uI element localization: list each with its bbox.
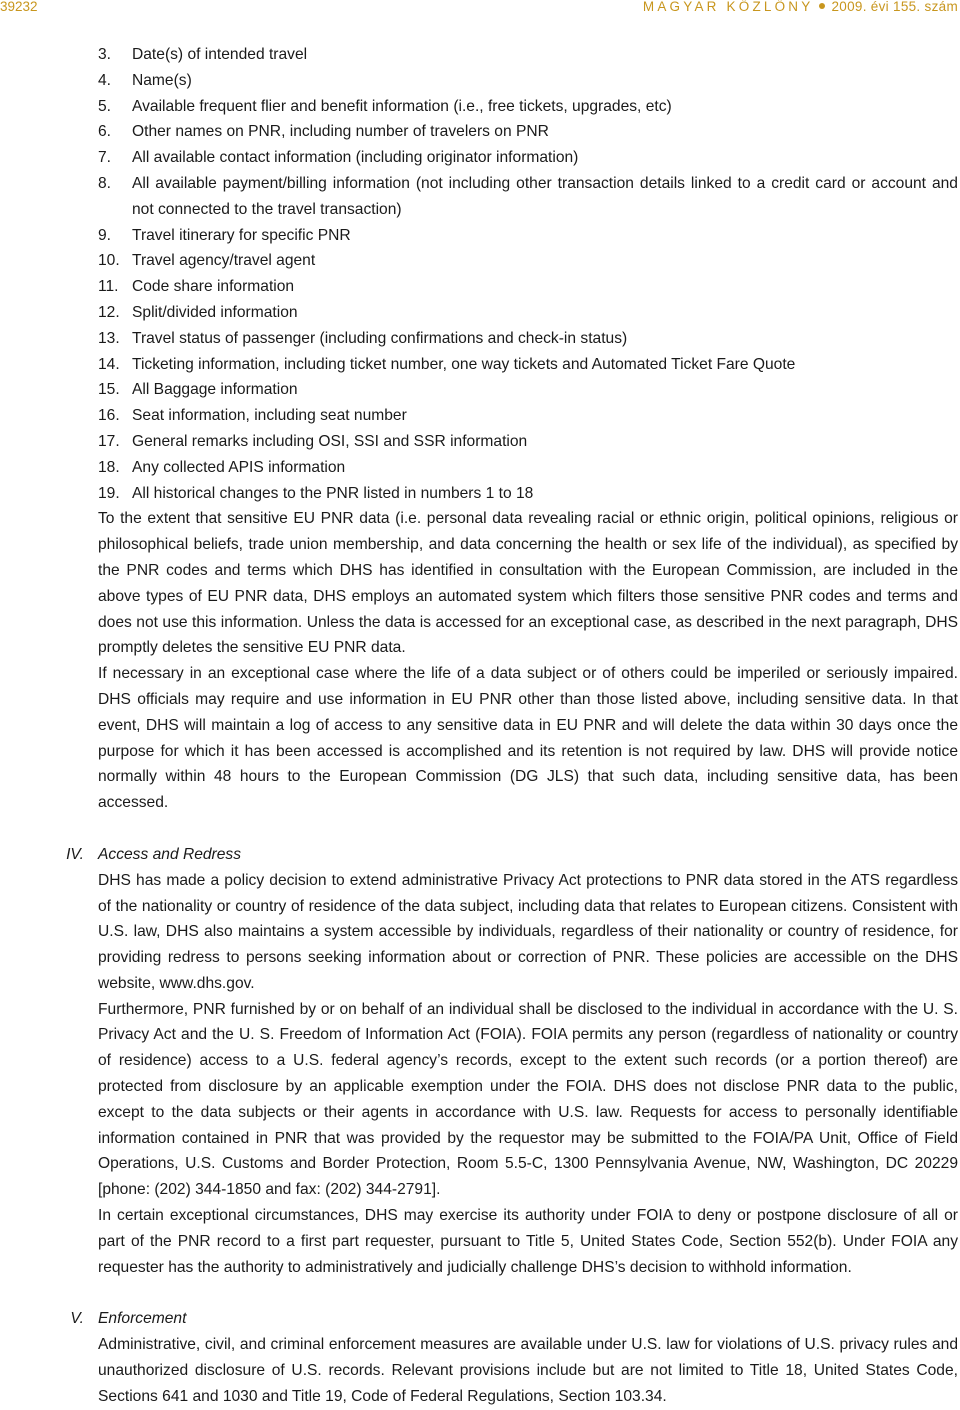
list-item bbox=[0, 68, 960, 94]
list-item-text: Date(s) of intended travel bbox=[132, 46, 308, 63]
list-item bbox=[0, 403, 960, 429]
list-item bbox=[0, 119, 960, 145]
list-item bbox=[0, 42, 960, 68]
list-item-text: All Baggage information bbox=[132, 381, 298, 399]
list-item-number: 11. bbox=[98, 278, 119, 296]
list-item-text: Any collected APIS information bbox=[132, 458, 346, 476]
list-item-text: All available payment/billing information (not including other transaction details linked to a credit card or account and not connected to the travel transaction) bbox=[132, 174, 958, 218]
list-item-text: Split/divided information bbox=[132, 303, 298, 321]
list-item-text: Travel status of passenger (including confirmations and check-in status) bbox=[132, 329, 628, 347]
list-item-number: 18. bbox=[98, 458, 120, 476]
section-paragraph: Administrative, civil, and criminal enforcement measures are available under U.S. law for violations of U.S. privacy rules and unauthorized disclosure of U.S. records. Relevant provisions include but are not limited to Title 18, United States Code, Sections 641 and 1030 and Title 19, Code of Federal Regulations, Section 103.34. bbox=[98, 1336, 958, 1405]
list-item-text: Code share information bbox=[132, 278, 295, 296]
list-item bbox=[0, 481, 960, 507]
running-head bbox=[643, 0, 958, 14]
list-item-number: 16. bbox=[98, 407, 120, 425]
section-number: V. bbox=[70, 1310, 84, 1328]
bullet-icon bbox=[819, 3, 825, 9]
list-item-text: Name(s) bbox=[132, 71, 192, 89]
list-item-number: 10. bbox=[98, 252, 120, 270]
issue-label: 2009. évi 155. szám bbox=[831, 0, 958, 14]
list-item-number: 8. bbox=[98, 174, 112, 192]
list-item-text: Ticketing information, including ticket number, one way tickets and Automated Ticket Fare Quote bbox=[132, 355, 796, 373]
list-item-number: 9. bbox=[98, 226, 112, 244]
list-item bbox=[0, 274, 960, 300]
list-item bbox=[0, 455, 960, 481]
exceptional-case-paragraph: If necessary in an exceptional case where the life of a data subject or of others could be imperiled or seriously impaired. DHS officials may require and use information in EU PNR other than those listed above, including sensitive data. In that event, DHS will maintain a log of access to any sensitive data in EU PNR and will delete the data within 30 days once the purpose for which it has been accessed is accomplished and its retention is not required by law. DHS will provide notice normally within 48 hours to the European Commission (DG JLS) that such data, including sensitive data, has been accessed. bbox=[98, 665, 958, 812]
list-item-number: 15. bbox=[98, 381, 120, 399]
section-paragraph: DHS has made a policy decision to extend administrative Privacy Act protections to PNR data stored in the ATS regardless of the nationality or country of residence of the data subject, including data that relates to European citizens. Consistent with U.S. law, DHS also maintains a system accessible by individuals, regardless of their nationality or country of residence, for providing redress to persons seeking information about or correction of PNR. These policies are accessible on the DHS website, www.dhs.gov. bbox=[98, 871, 958, 992]
page-header bbox=[0, 0, 960, 14]
section-paragraph: In certain exceptional circumstances, DHS may exercise its authority under FOIA to deny or postpone disclosure of all or part of the PNR record to a first part requester, pursuant to Title 5, United States Code, Section 552(b). Under FOIA any requester has the authority to administratively and judicially challenge DHS’s decision to withhold information. bbox=[98, 1207, 958, 1276]
list-item-number: 4. bbox=[98, 71, 112, 89]
list-item-number: 7. bbox=[98, 149, 112, 167]
journal-name: MAGYAR KÖZLÖNY bbox=[642, 0, 814, 14]
section-paragraph: Furthermore, PNR furnished by or on behalf of an individual shall be disclosed to the individual in accordance with the U. S. Privacy Act and the U. S. Freedom of Information Act (FOIA). FOIA permits any person (regardless of nationality or country of residence) access to a U.S. federal agency’s records, except to the extent such records (or a portion thereof) are protected from disclosure by an applicable exemption under the FOIA. DHS does not disclose PNR data to the public, except to the data subjects or their agents in accordance with U.S. law. Requests for access to personally identifiable information contained in PNR that was provided by the requestor may be submitted to the FOIA/PA Unit, Office of Field Operations, U.S. Customs and Border Protection, Room 5.5-C, 1300 Pennsylvania Avenue, NW, Washington, DC 20229 [phone: (202) 344-1850 and fax: (202) 344-2791]. bbox=[98, 1000, 958, 1199]
section-title: Access and Redress bbox=[98, 845, 242, 863]
list-item-number: 19. bbox=[98, 484, 120, 502]
list-item bbox=[0, 145, 960, 171]
list-item-number: 3. bbox=[98, 46, 112, 63]
page-number: 39232 bbox=[0, 0, 38, 14]
list-item-number: 14. bbox=[98, 355, 120, 373]
section-number: IV. bbox=[66, 845, 84, 863]
list-item-number: 13. bbox=[98, 329, 120, 347]
list-item-text: Travel agency/travel agent bbox=[132, 252, 316, 270]
list-item-number: 17. bbox=[98, 432, 120, 450]
list-item bbox=[0, 248, 960, 274]
list-item-text: Other names on PNR, including number of travelers on PNR bbox=[132, 123, 549, 141]
list-item-text: Seat information, including seat number bbox=[132, 407, 407, 425]
list-item-number: 12. bbox=[98, 303, 120, 321]
list-item-text: Travel itinerary for specific PNR bbox=[132, 226, 351, 244]
list-item bbox=[0, 171, 960, 223]
list-item bbox=[0, 352, 960, 378]
list-item bbox=[0, 377, 960, 403]
list-item bbox=[0, 326, 960, 352]
section-access-redress bbox=[0, 842, 960, 1281]
pnr-data-list bbox=[0, 42, 960, 506]
list-item-text: All historical changes to the PNR listed in numbers 1 to 18 bbox=[132, 484, 534, 502]
section-enforcement bbox=[0, 1306, 960, 1409]
list-item-text: All available contact information (including originator information) bbox=[132, 149, 579, 167]
list-item bbox=[0, 223, 960, 249]
list-item-text: General remarks including OSI, SSI and SSR information bbox=[132, 432, 528, 450]
list-item bbox=[0, 429, 960, 455]
list-item bbox=[0, 94, 960, 120]
section-title: Enforcement bbox=[98, 1310, 187, 1328]
list-item bbox=[0, 300, 960, 326]
list-item-number: 6. bbox=[98, 123, 112, 141]
list-item-number: 5. bbox=[98, 97, 112, 115]
document-body bbox=[0, 42, 960, 1410]
sensitive-data-paragraph: To the extent that sensitive EU PNR data (i.e. personal data revealing racial or ethnic origin, political opinions, religious or philosophical beliefs, trade union membership, and data concerning the health or sex life of the individual), as specified by the PNR codes and terms which DHS has identified in consultation with the European Commission, are included in the above types of EU PNR data, DHS employs an automated system which filters those sensitive PNR codes and terms and does not use this information. Unless the data is accessed for an exceptional case, as described in the next paragraph, DHS promptly deletes the sensitive EU PNR data. bbox=[98, 510, 958, 657]
list-item-text: Available frequent flier and benefit information (i.e., free tickets, upgrades, etc) bbox=[132, 97, 672, 115]
